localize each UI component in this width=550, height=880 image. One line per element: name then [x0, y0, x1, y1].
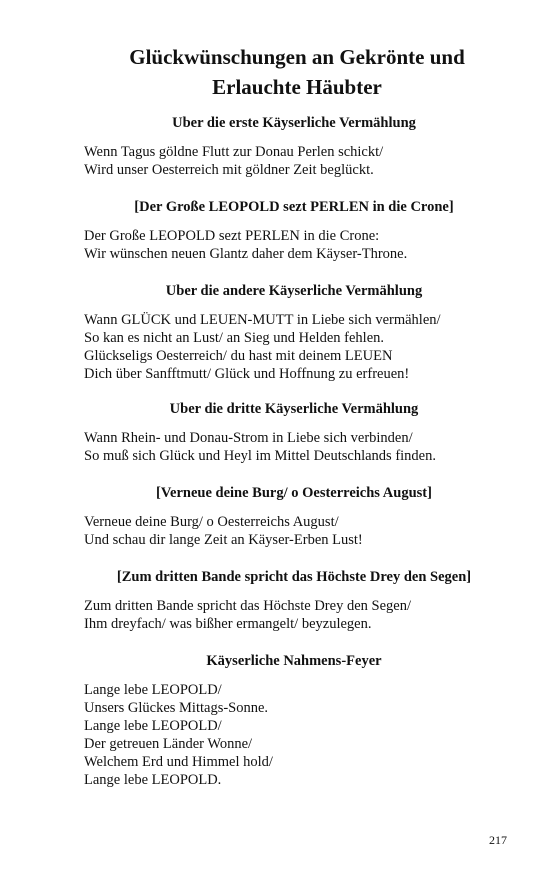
section-heading: Uber die andere Käyserliche Vermählung: [165, 283, 423, 299]
verse-line: Wann GLÜCK und LEUEN-MUTT in Liebe sich vermählen/: [84, 312, 441, 328]
verse-line: Lange lebe LEOPOLD/: [84, 682, 222, 698]
verse-line: Der getreuen Länder Wonne/: [84, 736, 253, 752]
verse: [84, 429, 514, 465]
verse-line: So kan es nicht an Lust/ an Sieg und Helden fehlen.: [84, 330, 385, 346]
verse-line: Dich über Sanfftmutt/ Glück und Hoffnung zu erfreuen!: [84, 366, 410, 382]
verse: [84, 597, 514, 633]
verse-line: So muß sich Glück und Heyl im Mittel Deutschlands finden.: [84, 448, 436, 464]
verse-line: Unsers Glückes Mittags-Sonne.: [84, 700, 269, 716]
verse: [84, 681, 514, 789]
verse-line: Wann Rhein- und Donau-Strom in Liebe sich verbinden/: [84, 430, 413, 446]
verse-line: Lange lebe LEOPOLD.: [84, 772, 222, 788]
verse-line: Wird unser Oesterreich mit göldner Zeit beglückt.: [84, 162, 374, 178]
page-number: 217: [489, 833, 507, 847]
verse-line: Der Große LEOPOLD sezt PERLEN in die Crone:: [84, 228, 380, 244]
verse: [84, 311, 514, 383]
verse: [84, 227, 514, 263]
section-heading: Käyserliche Nahmens-Feyer: [206, 653, 382, 669]
section-heading: [Zum dritten Bande spricht das Höchste Drey den Segen]: [116, 569, 472, 585]
verse-line: Zum dritten Bande spricht das Höchste Drey den Segen/: [84, 598, 411, 614]
verse-line: Wir wünschen neuen Glantz daher dem Käyser-Throne.: [84, 246, 408, 262]
section-heading: Uber die erste Käyserliche Vermählung: [172, 115, 416, 131]
verse-line: Lange lebe LEOPOLD/: [84, 718, 222, 734]
verse-line: Wenn Tagus göldne Flutt zur Donau Perlen schickt/: [84, 144, 384, 160]
verse: [84, 143, 514, 179]
verse-line: Glückseligs Oesterreich/ du hast mit deinem LEUEN: [84, 348, 393, 364]
verse-line: Und schau dir lange Zeit an Käyser-Erben Lust!: [84, 532, 363, 548]
verse: [84, 513, 514, 549]
section-heading: Uber die dritte Käyserliche Vermählung: [169, 401, 419, 417]
verse-line: Welchem Erd und Himmel hold/: [84, 754, 273, 770]
verse-line: Ihm dreyfach/ was bißher ermangelt/ beyzulegen.: [84, 616, 372, 632]
section-heading: [Verneue deine Burg/ o Oesterreichs August]: [156, 485, 432, 501]
page-title: Glückwünschungen an Gekrönte und Erlauchte Häubter: [129, 45, 465, 99]
verse-line: Verneue deine Burg/ o Oesterreichs August/: [84, 514, 339, 530]
section-heading: [Der Große LEOPOLD sezt PERLEN in die Crone]: [134, 199, 454, 215]
